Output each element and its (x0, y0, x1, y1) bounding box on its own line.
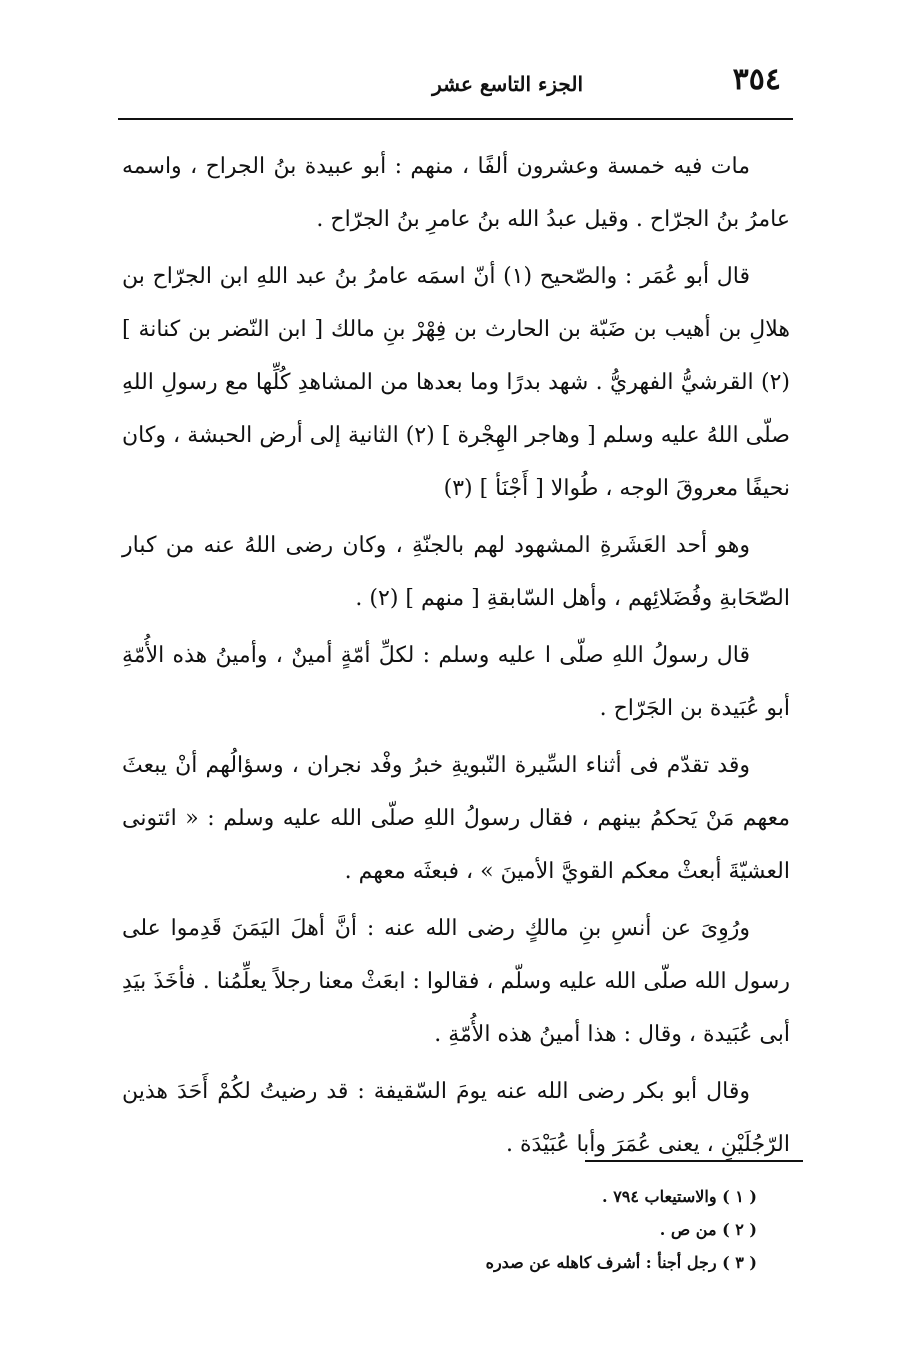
paragraph-5: وقد تقدّم فى أثناء السِّيرة النّبويةِ خبرُ وفْد نجران ، وسؤالُهم أنْ يبعثَ معهم مَنْ يَحكمُ بينهم ، فقال رسولُ اللهِ صلّى الله عليه وسلم : « ائتونى العشيّةَ أبعثْ معكم القويَّ الأمينَ » ، فبعثَه معهم . (122, 753, 790, 884)
footnote-divider (585, 1160, 803, 1162)
paragraph-2: قال أبو عُمَر : والصّحيح (١) أنّ اسمَه عامرُ بنُ عبد اللهِ ابن الجرّاح بن هلالِ بن أهيب بن ضَبّة بن الحارث بن فِهْرْ بنِ مالك [ ابن النّضر بن كنانة ] (٢) القرشيُّ الفهريُّ . شهد بدرًا وما بعدها من المشاهدِ كُلِّها مع رسولِ اللهِ صلّى اللهُ عليه وسلم [ وهاجر الهِجْرة ] (٢) الثانية إلى أرض الحبشة ، وكان نحيفًا معروقَ الوجه ، طُوالا [ أَجْنَأ ] (٣) (122, 264, 790, 501)
main-text (122, 140, 790, 1175)
footnote-2: ( ٢ ) من ص . (659, 1220, 757, 1239)
page-number: ٣٥٤ (732, 62, 781, 97)
running-title: الجزء التاسع عشر (432, 72, 583, 96)
paragraph-6: ورُوِىَ عن أنسِ بنِ مالكٍ رضى الله عنه : أنَّ أهلَ اليَمَنَ قَدِموا على رسول الله صلّى الله عليه وسلّم ، فقالوا : ابعَثْ معنا رجلاً يعلِّمُنا . فأخَذَ بيَدِ أبى عُبَيدة ، وقال : هذا أمينُ هذه الأُمّةِ . (122, 916, 790, 1047)
page-header (118, 58, 793, 120)
paragraph-7: وقال أبو بكر رضى الله عنه يومَ السّقيفة : قد رضيتُ لكُمْ أَحَدَ هذين الرّجُلَيْنِ ، يعنى عُمَرَ وأبا عُبَيْدَة . (122, 1079, 790, 1157)
paragraph-3: وهو أحد العَشَرةِ المشهود لهم بالجنّةِ ، وكان رضى اللهُ عنه من كبار الصّحَابةِ وفُضَلائِهم ، وأهل السّابقةِ [ منهم ] (٢) . (122, 533, 790, 611)
footnote-1: ( ١ ) والاستيعاب ٧٩٤ . (602, 1187, 757, 1206)
header-divider (118, 118, 793, 120)
footnotes (337, 1180, 757, 1279)
footnote-3: ( ٣ ) رجل أجنأ : أشرف كاهله عن صدره (485, 1253, 757, 1272)
paragraph-4: قال رسولُ اللهِ صلّى ا عليه وسلم : لكلِّ أمّةٍ أمينٌ ، وأمينُ هذه الأُمّةِ أبو عُبَيدة بن الجَرّاح . (122, 643, 790, 721)
paragraph-1: مات فيه خمسة وعشرون ألفًا ، منهم : أبو عبيدة بنُ الجراح ، واسمه عامرُ بنُ الجرّاح . وقيل عبدُ الله بنُ عامرِ بنُ الجرّاح . (122, 154, 790, 232)
